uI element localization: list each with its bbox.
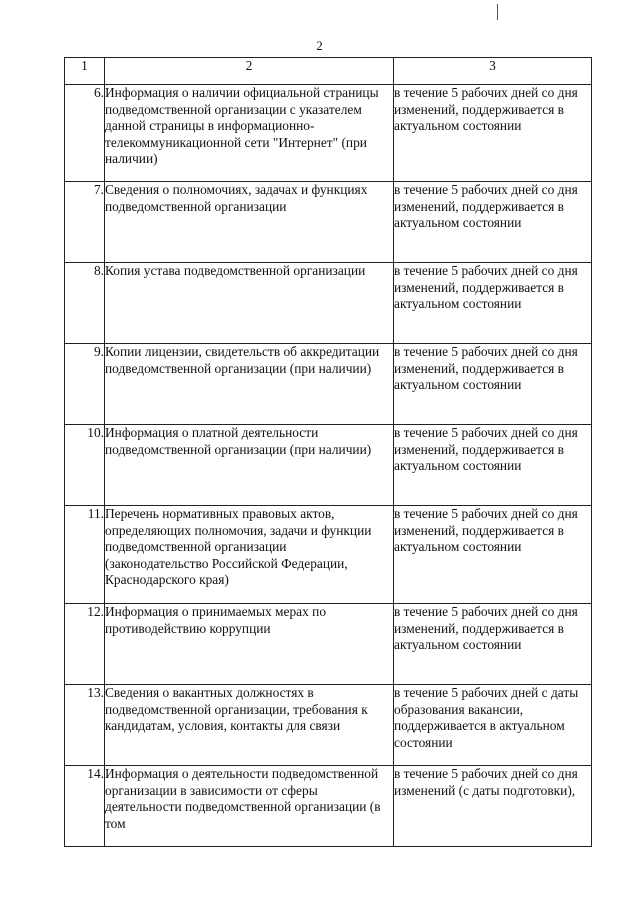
header-cell-3: 3: [394, 58, 592, 85]
row-description: Информация о наличии официальной страницы подведомственной организации с указателем данной страницы в информационно-телекоммуникационной сети "Интернет" (при наличии): [105, 85, 394, 182]
row-term: в течение 5 рабочих дней с даты образования вакансии, поддерживается в актуальном состоянии: [394, 685, 592, 766]
information-table: [64, 57, 592, 847]
row-number: 11.: [65, 506, 105, 604]
row-number: 14.: [65, 766, 105, 847]
header-cell-2: 2: [105, 58, 394, 85]
row-term: в течение 5 рабочих дней со дня изменений, поддерживается в актуальном состоянии: [394, 263, 592, 344]
table-row: [65, 766, 592, 847]
table-row: [65, 604, 592, 685]
row-term: в течение 5 рабочих дней со дня изменений, поддерживается в актуальном состоянии: [394, 344, 592, 425]
row-number: 9.: [65, 344, 105, 425]
row-description: Сведения о полномочиях, задачах и функциях подведомственной организации: [105, 182, 394, 263]
row-term: в течение 5 рабочих дней со дня изменений, поддерживается в актуальном состоянии: [394, 182, 592, 263]
row-number: 13.: [65, 685, 105, 766]
table-row: [65, 425, 592, 506]
table-header-row: [65, 58, 592, 85]
row-term: в течение 5 рабочих дней со дня изменений, поддерживается в актуальном состоянии: [394, 425, 592, 506]
row-number: 12.: [65, 604, 105, 685]
scan-mark: [497, 4, 498, 20]
page-number: 2: [316, 38, 323, 53]
row-number: 6.: [65, 85, 105, 182]
row-description: Информация о принимаемых мерах по противодействию коррупции: [105, 604, 394, 685]
row-number: 10.: [65, 425, 105, 506]
row-description: Копии лицензии, свидетельств об аккредитации подведомственной организации (при наличии): [105, 344, 394, 425]
row-description: Копия устава подведомственной организации: [105, 263, 394, 344]
row-term: в течение 5 рабочих дней со дня изменений (с даты подготовки),: [394, 766, 592, 847]
table-row: [65, 85, 592, 182]
row-description: Информация о платной деятельности подведомственной организации (при наличии): [105, 425, 394, 506]
table-row: [65, 182, 592, 263]
row-number: 8.: [65, 263, 105, 344]
row-number: 7.: [65, 182, 105, 263]
row-term: в течение 5 рабочих дней со дня изменений, поддерживается в актуальном состоянии: [394, 85, 592, 182]
row-description: Перечень нормативных правовых актов, определяющих полномочия, задачи и функции подведомственной организации (законодательство Российской Федерации, Краснодарского края): [105, 506, 394, 604]
table-row: [65, 685, 592, 766]
row-description: Информация о деятельности подведомственной организации в зависимости от сферы деятельности подведомственной организации (в том: [105, 766, 394, 847]
row-description: Сведения о вакантных должностях в подведомственной организации, требования к кандидатам, условия, контакты для связи: [105, 685, 394, 766]
table-row: [65, 506, 592, 604]
header-cell-1: 1: [65, 58, 105, 85]
row-term: в течение 5 рабочих дней со дня изменений, поддерживается в актуальном состоянии: [394, 506, 592, 604]
row-term: в течение 5 рабочих дней со дня изменений, поддерживается в актуальном состоянии: [394, 604, 592, 685]
table-row: [65, 263, 592, 344]
table-row: [65, 344, 592, 425]
